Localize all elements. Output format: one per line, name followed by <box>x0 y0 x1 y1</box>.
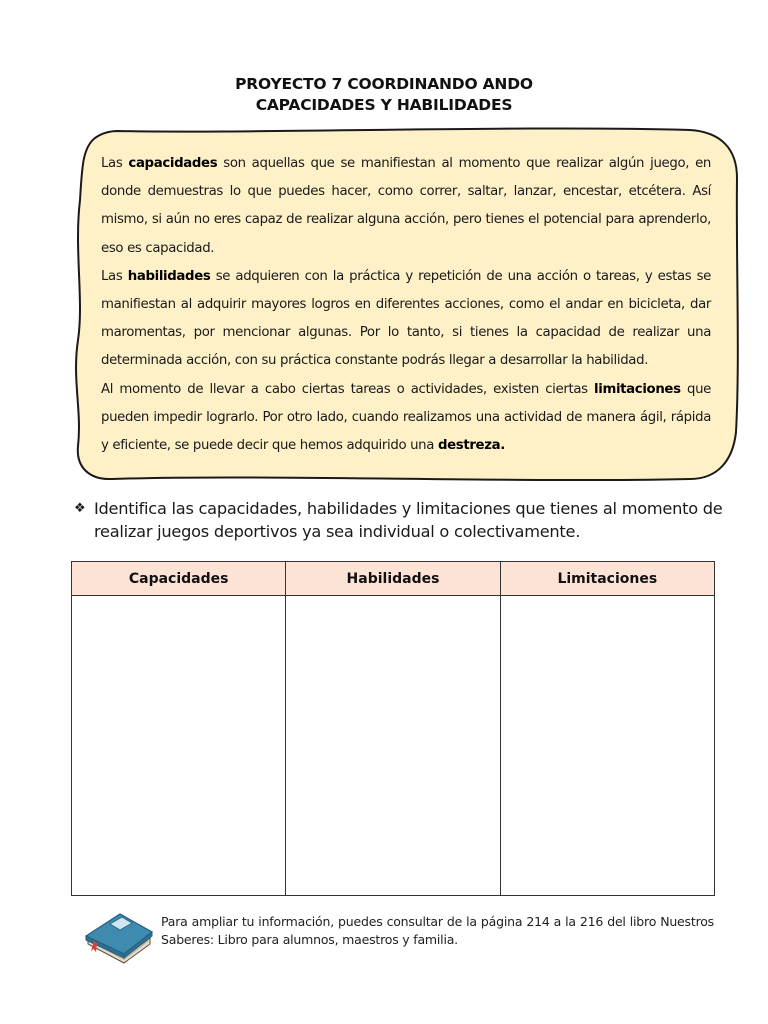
limitaciones-answer-cell[interactable] <box>500 596 714 896</box>
table-header-row <box>72 562 715 596</box>
instruction <box>74 497 724 543</box>
term-capacidades: capacidades <box>128 156 218 171</box>
book-icon <box>84 908 154 964</box>
header-capacidades: Capacidades <box>72 562 286 596</box>
title-line-2: CAPACIDADES Y HABILIDADES <box>255 96 513 114</box>
capacidades-paragraph <box>101 150 711 263</box>
p2-body: se adquieren con la práctica y repetición de una acción o tareas, y estas se manifiestan al adquirir mayores logros en diferentes acciones, como el andar en bicicleta, dar maromentas, por mencionar algunas. Por lo tanto, si tienes la capacidad de realizar una determinada acción, con su práctica constante podrás llegar a desarrollar la habilidad. <box>101 268 712 369</box>
limitaciones-paragraph <box>101 376 711 461</box>
definition-text <box>101 150 711 460</box>
p2-lead: Las <box>101 268 128 284</box>
habilidades-paragraph <box>101 263 711 376</box>
term-habilidades: habilidades <box>127 268 211 284</box>
instruction-text: Identifica las capacidades, habilidades y limitaciones que tienes al momento de realizar juegos deportivos ya sea individual o colectivamente. <box>94 499 723 541</box>
response-table <box>71 561 715 896</box>
reference-note: Para ampliar tu información, puedes consultar de la página 214 a la 216 del libro Nuestros Saberes: Libro para alumnos, maestros y familia. <box>161 914 714 947</box>
p3-body: que pueden impedir lograrlo. Por otro lado, cuando realizamos una actividad de manera ágil, rápida y eficiente, se puede decir que hemos adquirido una <box>101 381 711 454</box>
table-row <box>72 596 715 896</box>
term-destreza: destreza. <box>437 438 505 454</box>
p3-lead: Al momento de llevar a cabo ciertas tareas o actividades, existen ciertas <box>101 381 595 397</box>
header-habilidades: Habilidades <box>286 562 500 596</box>
diamond-bullet-icon: ❖ <box>74 501 86 516</box>
title-line-1: PROYECTO 7 COORDINANDO ANDO <box>235 75 533 93</box>
p1-lead: Las <box>101 156 129 171</box>
habilidades-answer-cell[interactable] <box>286 596 500 896</box>
p1-body: son aquellas que se manifiestan al momento que realizar algún juego, en donde demuestras lo que puedes hacer, como correr, saltar, lanzar, encestar, etcétera. Así mismo, si aún no eres capaz de realizar alguna acción, pero tienes el potencial para aprenderlo, eso es capacidad. <box>101 156 711 256</box>
term-limitaciones: limitaciones <box>594 381 681 397</box>
header-limitaciones: Limitaciones <box>500 562 714 596</box>
capacidades-answer-cell[interactable] <box>72 596 286 896</box>
